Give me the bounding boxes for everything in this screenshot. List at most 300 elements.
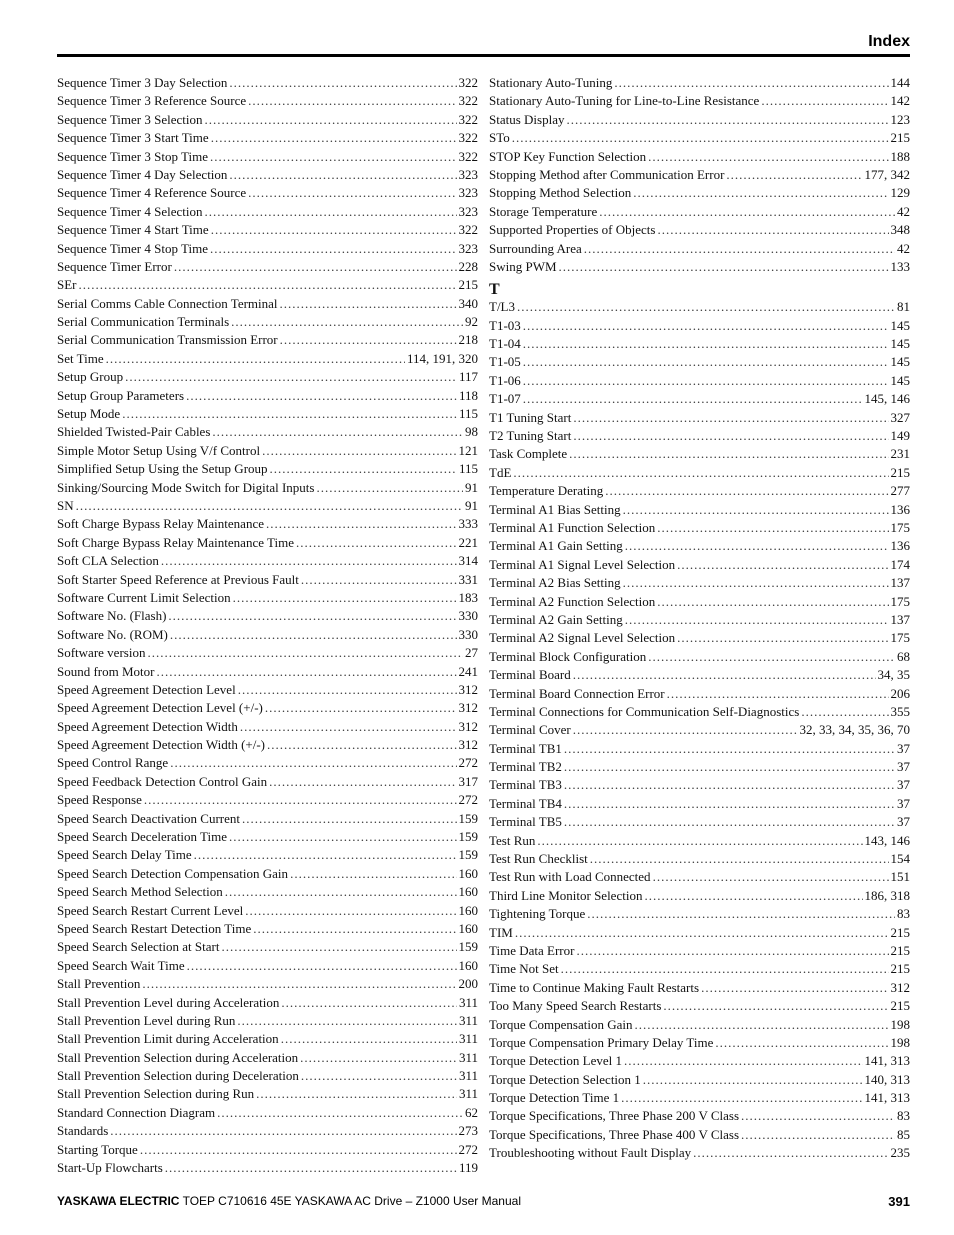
index-term: Torque Compensation Primary Delay Time xyxy=(489,1034,714,1050)
index-entry xyxy=(57,902,478,920)
dot-leader xyxy=(537,832,862,850)
page-reference: 142 xyxy=(890,93,910,109)
page-reference: 83 xyxy=(897,906,910,922)
page-reference: 159 xyxy=(458,829,478,845)
index-entry xyxy=(489,758,910,776)
page-reference: 221 xyxy=(458,534,478,550)
index-entry xyxy=(489,258,910,276)
dot-leader xyxy=(168,607,456,625)
index-entry xyxy=(57,479,478,497)
page-reference: 235 xyxy=(890,1145,910,1161)
index-term: Speed Agreement Detection Width (+/-) xyxy=(57,737,266,753)
page-reference: 272 xyxy=(458,755,478,771)
page-reference: 91 xyxy=(465,497,478,513)
index-term: Sequence Timer 3 Selection xyxy=(57,111,203,127)
page-reference: 327 xyxy=(890,409,910,425)
index-entry xyxy=(489,317,910,335)
index-entry xyxy=(489,813,910,831)
index-entry xyxy=(57,607,478,625)
index-entry xyxy=(57,663,478,681)
page-reference: 311 xyxy=(458,1068,478,1084)
page-reference: 144 xyxy=(890,75,910,90)
index-entry xyxy=(489,593,910,611)
page-reference: 215 xyxy=(890,130,910,146)
page-reference: 81 xyxy=(897,299,910,315)
index-entry xyxy=(57,975,478,993)
page-reference: 198 xyxy=(890,1016,910,1032)
index-entry xyxy=(489,942,910,960)
index-term: Terminal TB5 xyxy=(489,814,562,830)
index-entry xyxy=(57,883,478,901)
dot-leader xyxy=(269,773,456,791)
dot-leader xyxy=(211,221,457,239)
page-reference: 154 xyxy=(890,851,910,867)
page-reference: 27 xyxy=(465,645,478,661)
index-term: Serial Communication Terminals xyxy=(57,314,230,330)
index-term: Terminal A2 Bias Setting xyxy=(489,575,621,591)
index-term: Time Data Error xyxy=(489,942,575,958)
index-entry xyxy=(57,295,478,313)
index-entry xyxy=(57,1085,478,1103)
page-reference: 311 xyxy=(458,994,478,1010)
index-entry xyxy=(489,537,910,555)
dot-leader xyxy=(79,276,457,294)
index-entry xyxy=(57,442,478,460)
dot-leader xyxy=(657,593,888,611)
index-entry xyxy=(57,626,478,644)
index-entry xyxy=(489,629,910,647)
index-term: Sequence Timer 3 Start Time xyxy=(57,130,209,146)
index-term: Software Current Limit Selection xyxy=(57,589,231,605)
index-term: Terminal TB2 xyxy=(489,759,562,775)
dot-leader xyxy=(621,1089,862,1107)
page-reference: 323 xyxy=(458,166,478,182)
dot-leader xyxy=(741,1107,895,1125)
index-term: Terminal Cover xyxy=(489,722,571,738)
dot-leader xyxy=(256,1085,457,1103)
index-entry xyxy=(489,776,910,794)
dot-leader xyxy=(573,721,798,739)
dot-leader xyxy=(523,353,889,371)
page-reference: 68 xyxy=(897,648,910,664)
index-entry xyxy=(57,552,478,570)
dot-leader xyxy=(564,776,895,794)
page-reference: 159 xyxy=(458,810,478,826)
page-reference: 159 xyxy=(458,847,478,863)
page-reference: 188 xyxy=(890,148,910,164)
index-term: Sound from Motor xyxy=(57,663,155,679)
index-entry xyxy=(489,924,910,942)
dot-leader xyxy=(515,924,889,942)
page-reference: 37 xyxy=(897,777,910,793)
index-term: TdE xyxy=(489,464,512,480)
index-term: T2 Tuning Start xyxy=(489,428,572,444)
index-term: SN xyxy=(57,497,74,513)
index-term: Status Display xyxy=(489,111,565,127)
index-entry xyxy=(489,427,910,445)
index-entry xyxy=(489,574,910,592)
index-term: Terminal Board Connection Error xyxy=(489,685,665,701)
index-term: Torque Detection Selection 1 xyxy=(489,1071,641,1087)
index-entry xyxy=(57,957,478,975)
index-term: SEr xyxy=(57,277,77,293)
index-entry xyxy=(57,1159,478,1177)
index-term: Too Many Speed Search Restarts xyxy=(489,998,662,1014)
dot-leader xyxy=(165,1159,457,1177)
index-entry xyxy=(57,589,478,607)
index-entry xyxy=(57,313,478,331)
index-term: Terminal A2 Signal Level Selection xyxy=(489,630,676,646)
dot-leader xyxy=(229,828,456,846)
index-entry xyxy=(57,148,478,166)
index-entry xyxy=(57,1067,478,1085)
dot-leader xyxy=(266,515,457,533)
index-term: Torque Specifications, Three Phase 400 V Class xyxy=(489,1126,740,1142)
dot-leader xyxy=(211,129,457,147)
index-entry xyxy=(57,644,478,662)
index-term: Sequence Timer 4 Start Time xyxy=(57,222,209,238)
page-reference: 322 xyxy=(458,75,478,90)
dot-leader xyxy=(205,203,457,221)
index-term: Software No. (ROM) xyxy=(57,626,168,642)
index-entry xyxy=(57,1049,478,1067)
page-reference: 215 xyxy=(890,961,910,977)
dot-leader xyxy=(605,482,888,500)
dot-leader xyxy=(569,445,888,463)
page-reference: 312 xyxy=(458,681,478,697)
index-term: Swing PWM xyxy=(489,258,557,274)
dot-leader xyxy=(623,574,889,592)
page-reference: 98 xyxy=(465,424,478,440)
page-reference: 215 xyxy=(458,277,478,293)
page-reference: 91 xyxy=(465,479,478,495)
dot-leader xyxy=(701,979,888,997)
index-term: Terminal TB3 xyxy=(489,777,562,793)
page-header-title: Index xyxy=(868,33,910,50)
page-reference: 177, 342 xyxy=(864,166,910,182)
index-term: Sequence Timer 4 Day Selection xyxy=(57,166,228,182)
page-reference: 115 xyxy=(458,461,478,477)
index-entry xyxy=(57,74,478,92)
index-entry xyxy=(489,556,910,574)
index-term: Sequence Timer 3 Day Selection xyxy=(57,75,228,90)
index-entry xyxy=(489,221,910,239)
dot-leader xyxy=(106,350,405,368)
index-entry xyxy=(489,74,910,92)
page-reference: 312 xyxy=(890,979,910,995)
dot-leader xyxy=(231,313,463,331)
dot-leader xyxy=(316,479,463,497)
page-reference: 218 xyxy=(458,332,478,348)
index-entry xyxy=(489,1034,910,1052)
page-reference: 322 xyxy=(458,111,478,127)
dot-leader xyxy=(267,736,456,754)
index-term: Terminal A1 Function Selection xyxy=(489,519,656,535)
page-reference: 159 xyxy=(458,939,478,955)
index-term: T1-06 xyxy=(489,372,521,388)
index-entry xyxy=(57,754,478,772)
index-entry xyxy=(489,666,910,684)
index-term: T1-03 xyxy=(489,317,521,333)
index-term: Torque Detection Level 1 xyxy=(489,1053,623,1069)
index-entry xyxy=(57,681,478,699)
dot-leader xyxy=(513,464,888,482)
index-term: STo xyxy=(489,130,510,146)
page-reference: 312 xyxy=(458,700,478,716)
dot-leader xyxy=(667,685,889,703)
page-reference: 314 xyxy=(458,553,478,569)
dot-leader xyxy=(237,1012,457,1030)
index-column-left xyxy=(57,74,478,1177)
page-reference: 37 xyxy=(897,795,910,811)
dot-leader xyxy=(280,295,457,313)
page-reference: 62 xyxy=(465,1104,478,1120)
index-entry xyxy=(489,92,910,110)
index-term: Soft CLA Selection xyxy=(57,553,159,569)
dot-leader xyxy=(248,184,456,202)
page-reference: 83 xyxy=(897,1108,910,1124)
dot-leader xyxy=(590,850,889,868)
page-reference: 200 xyxy=(458,976,478,992)
dot-leader xyxy=(623,501,889,519)
index-term: Simplified Setup Using the Setup Group xyxy=(57,461,268,477)
dot-leader xyxy=(280,331,457,349)
index-term: Terminal A1 Gain Setting xyxy=(489,538,623,554)
page-reference: 317 xyxy=(458,773,478,789)
index-entry xyxy=(489,1016,910,1034)
index-entry xyxy=(489,850,910,868)
index-term: Third Line Monitor Selection xyxy=(489,887,643,903)
index-entry xyxy=(57,515,478,533)
index-entry xyxy=(489,111,910,129)
page-reference: 322 xyxy=(458,130,478,146)
dot-leader xyxy=(301,1067,457,1085)
page-reference: 312 xyxy=(458,737,478,753)
index-entry xyxy=(489,740,910,758)
dot-leader xyxy=(301,571,457,589)
dot-leader xyxy=(221,938,456,956)
index-entry xyxy=(489,868,910,886)
page-reference: 85 xyxy=(897,1126,910,1142)
index-term: Simple Motor Setup Using V/f Control xyxy=(57,442,261,458)
index-term: Terminal A2 Gain Setting xyxy=(489,611,623,627)
index-entry xyxy=(57,1122,478,1140)
index-term: Test Run with Load Connected xyxy=(489,869,651,885)
index-term: Terminal TB4 xyxy=(489,795,562,811)
page-reference: 175 xyxy=(890,630,910,646)
dot-leader xyxy=(523,317,889,335)
header-divider xyxy=(57,54,910,57)
index-term: Serial Comms Cable Connection Terminal xyxy=(57,295,278,311)
page-reference: 183 xyxy=(458,589,478,605)
dot-leader xyxy=(573,409,888,427)
dot-leader xyxy=(741,1126,895,1144)
index-term: Temperature Derating xyxy=(489,483,604,499)
dot-leader xyxy=(633,184,888,202)
page-reference: 215 xyxy=(890,998,910,1014)
index-term: Sequence Timer 3 Reference Source xyxy=(57,93,247,109)
index-term: Tightening Torque xyxy=(489,906,586,922)
index-term: Stall Prevention xyxy=(57,976,141,992)
dot-leader xyxy=(573,666,876,684)
dot-leader xyxy=(290,865,456,883)
dot-leader xyxy=(281,994,457,1012)
index-entry xyxy=(489,832,910,850)
index-entry xyxy=(489,648,910,666)
page-number: 391 xyxy=(888,1194,910,1209)
dot-leader xyxy=(253,920,456,938)
index-entry xyxy=(489,203,910,221)
index-entry xyxy=(489,184,910,202)
index-entry xyxy=(57,92,478,110)
index-entry xyxy=(489,1144,910,1162)
dot-leader xyxy=(233,589,457,607)
index-entry xyxy=(489,353,910,371)
page-reference: 330 xyxy=(458,608,478,624)
index-term: Soft Charge Bypass Relay Maintenance Time xyxy=(57,534,294,550)
index-term: Setup Mode xyxy=(57,406,121,422)
page-reference: 231 xyxy=(890,446,910,462)
dot-leader xyxy=(657,519,888,537)
dot-leader xyxy=(584,240,895,258)
index-entry xyxy=(489,409,910,427)
page-reference: 311 xyxy=(458,1049,478,1065)
dot-leader xyxy=(726,166,862,184)
index-term: Stall Prevention Level during Acceleration xyxy=(57,994,280,1010)
index-entry xyxy=(57,699,478,717)
dot-leader xyxy=(677,629,888,647)
index-entry xyxy=(57,221,478,239)
index-entry xyxy=(57,773,478,791)
page-reference: 175 xyxy=(890,593,910,609)
page-reference: 119 xyxy=(458,1160,478,1176)
index-entry xyxy=(489,1089,910,1107)
index-entry xyxy=(57,258,478,276)
dot-leader xyxy=(564,758,895,776)
page-reference: 160 xyxy=(458,884,478,900)
index-entry xyxy=(489,166,910,184)
dot-leader xyxy=(281,1030,457,1048)
dot-leader xyxy=(122,405,457,423)
page-reference: 322 xyxy=(458,148,478,164)
index-entry xyxy=(489,501,910,519)
dot-leader xyxy=(140,1141,457,1159)
page-reference: 160 xyxy=(458,920,478,936)
dot-leader xyxy=(187,957,457,975)
page-reference: 145 xyxy=(890,354,910,370)
index-term: Speed Search Method Selection xyxy=(57,884,223,900)
page-reference: 92 xyxy=(465,314,478,330)
index-term: Stationary Auto-Tuning for Line-to-Line Resistance xyxy=(489,93,760,109)
page-reference: 160 xyxy=(458,902,478,918)
index-term: Terminal A1 Bias Setting xyxy=(489,501,621,517)
index-term: Time to Continue Making Fault Restarts xyxy=(489,979,700,995)
index-term: T1-07 xyxy=(489,391,521,407)
dot-leader xyxy=(245,902,456,920)
dot-leader xyxy=(517,298,895,316)
dot-leader xyxy=(761,92,888,110)
page-reference: 118 xyxy=(458,387,478,403)
dot-leader xyxy=(170,754,456,772)
page-reference: 141, 313 xyxy=(864,1053,910,1069)
index-entry xyxy=(57,1012,478,1030)
index-entry xyxy=(57,1104,478,1122)
page-reference: 331 xyxy=(458,571,478,587)
index-entry xyxy=(57,994,478,1012)
dot-leader xyxy=(625,611,889,629)
index-entry xyxy=(489,445,910,463)
dot-leader xyxy=(238,681,457,699)
index-term: Software No. (Flash) xyxy=(57,608,167,624)
dot-leader xyxy=(559,258,889,276)
dot-leader xyxy=(186,387,457,405)
index-term: Terminal Block Configuration xyxy=(489,648,647,664)
index-term: Speed Search Selection at Start xyxy=(57,939,220,955)
footer-manual-name: TOEP C710616 45E YASKAWA AC Drive – Z1000 User Manual xyxy=(179,1194,521,1208)
dot-leader xyxy=(677,556,888,574)
index-entry xyxy=(57,350,478,368)
index-term: Setup Group Parameters xyxy=(57,387,185,403)
page-reference: 37 xyxy=(897,759,910,775)
page-reference: 215 xyxy=(890,942,910,958)
index-term: Shielded Twisted-Pair Cables xyxy=(57,424,211,440)
footer-brand: YASKAWA ELECTRIC xyxy=(57,1194,180,1208)
index-term: Stall Prevention Level during Run xyxy=(57,1012,236,1028)
dot-leader xyxy=(229,166,456,184)
index-term: Stall Prevention Selection during Deceleration xyxy=(57,1068,299,1084)
page-reference: 311 xyxy=(458,1031,478,1047)
dot-leader xyxy=(523,372,889,390)
index-entry xyxy=(57,736,478,754)
dot-leader xyxy=(248,92,456,110)
section-letter-t: T xyxy=(489,281,500,299)
index-entry xyxy=(57,1141,478,1159)
index-entry xyxy=(489,482,910,500)
page-reference: 355 xyxy=(890,703,910,719)
page-reference: 145 xyxy=(890,317,910,333)
dot-leader xyxy=(210,240,457,258)
page-reference: 32, 33, 34, 35, 36, 70 xyxy=(799,722,910,738)
index-term: Torque Detection Time 1 xyxy=(489,1090,620,1106)
dot-leader xyxy=(262,442,456,460)
dot-leader xyxy=(648,148,888,166)
index-entry xyxy=(57,240,478,258)
dot-leader xyxy=(229,74,456,92)
dot-leader xyxy=(614,74,888,92)
page-reference: 121 xyxy=(458,442,478,458)
page-reference: 141, 313 xyxy=(864,1090,910,1106)
index-term: Software version xyxy=(57,645,146,661)
index-term: Setup Group xyxy=(57,369,124,385)
dot-leader xyxy=(564,795,895,813)
index-entry xyxy=(489,335,910,353)
dot-leader xyxy=(225,883,457,901)
index-entry xyxy=(489,960,910,978)
index-entry xyxy=(489,997,910,1015)
dot-leader xyxy=(205,111,457,129)
page-reference: 175 xyxy=(890,519,910,535)
page-reference: 145, 146 xyxy=(864,391,910,407)
index-term: Speed Agreement Detection Level xyxy=(57,681,236,697)
index-term: Sequence Timer 4 Stop Time xyxy=(57,240,208,256)
index-term: Time Not Set xyxy=(489,961,559,977)
index-entry xyxy=(57,534,478,552)
index-term: Set Time xyxy=(57,350,104,366)
index-entry xyxy=(489,887,910,905)
dot-leader xyxy=(240,718,457,736)
page-reference: 272 xyxy=(458,792,478,808)
page-reference: 206 xyxy=(890,685,910,701)
